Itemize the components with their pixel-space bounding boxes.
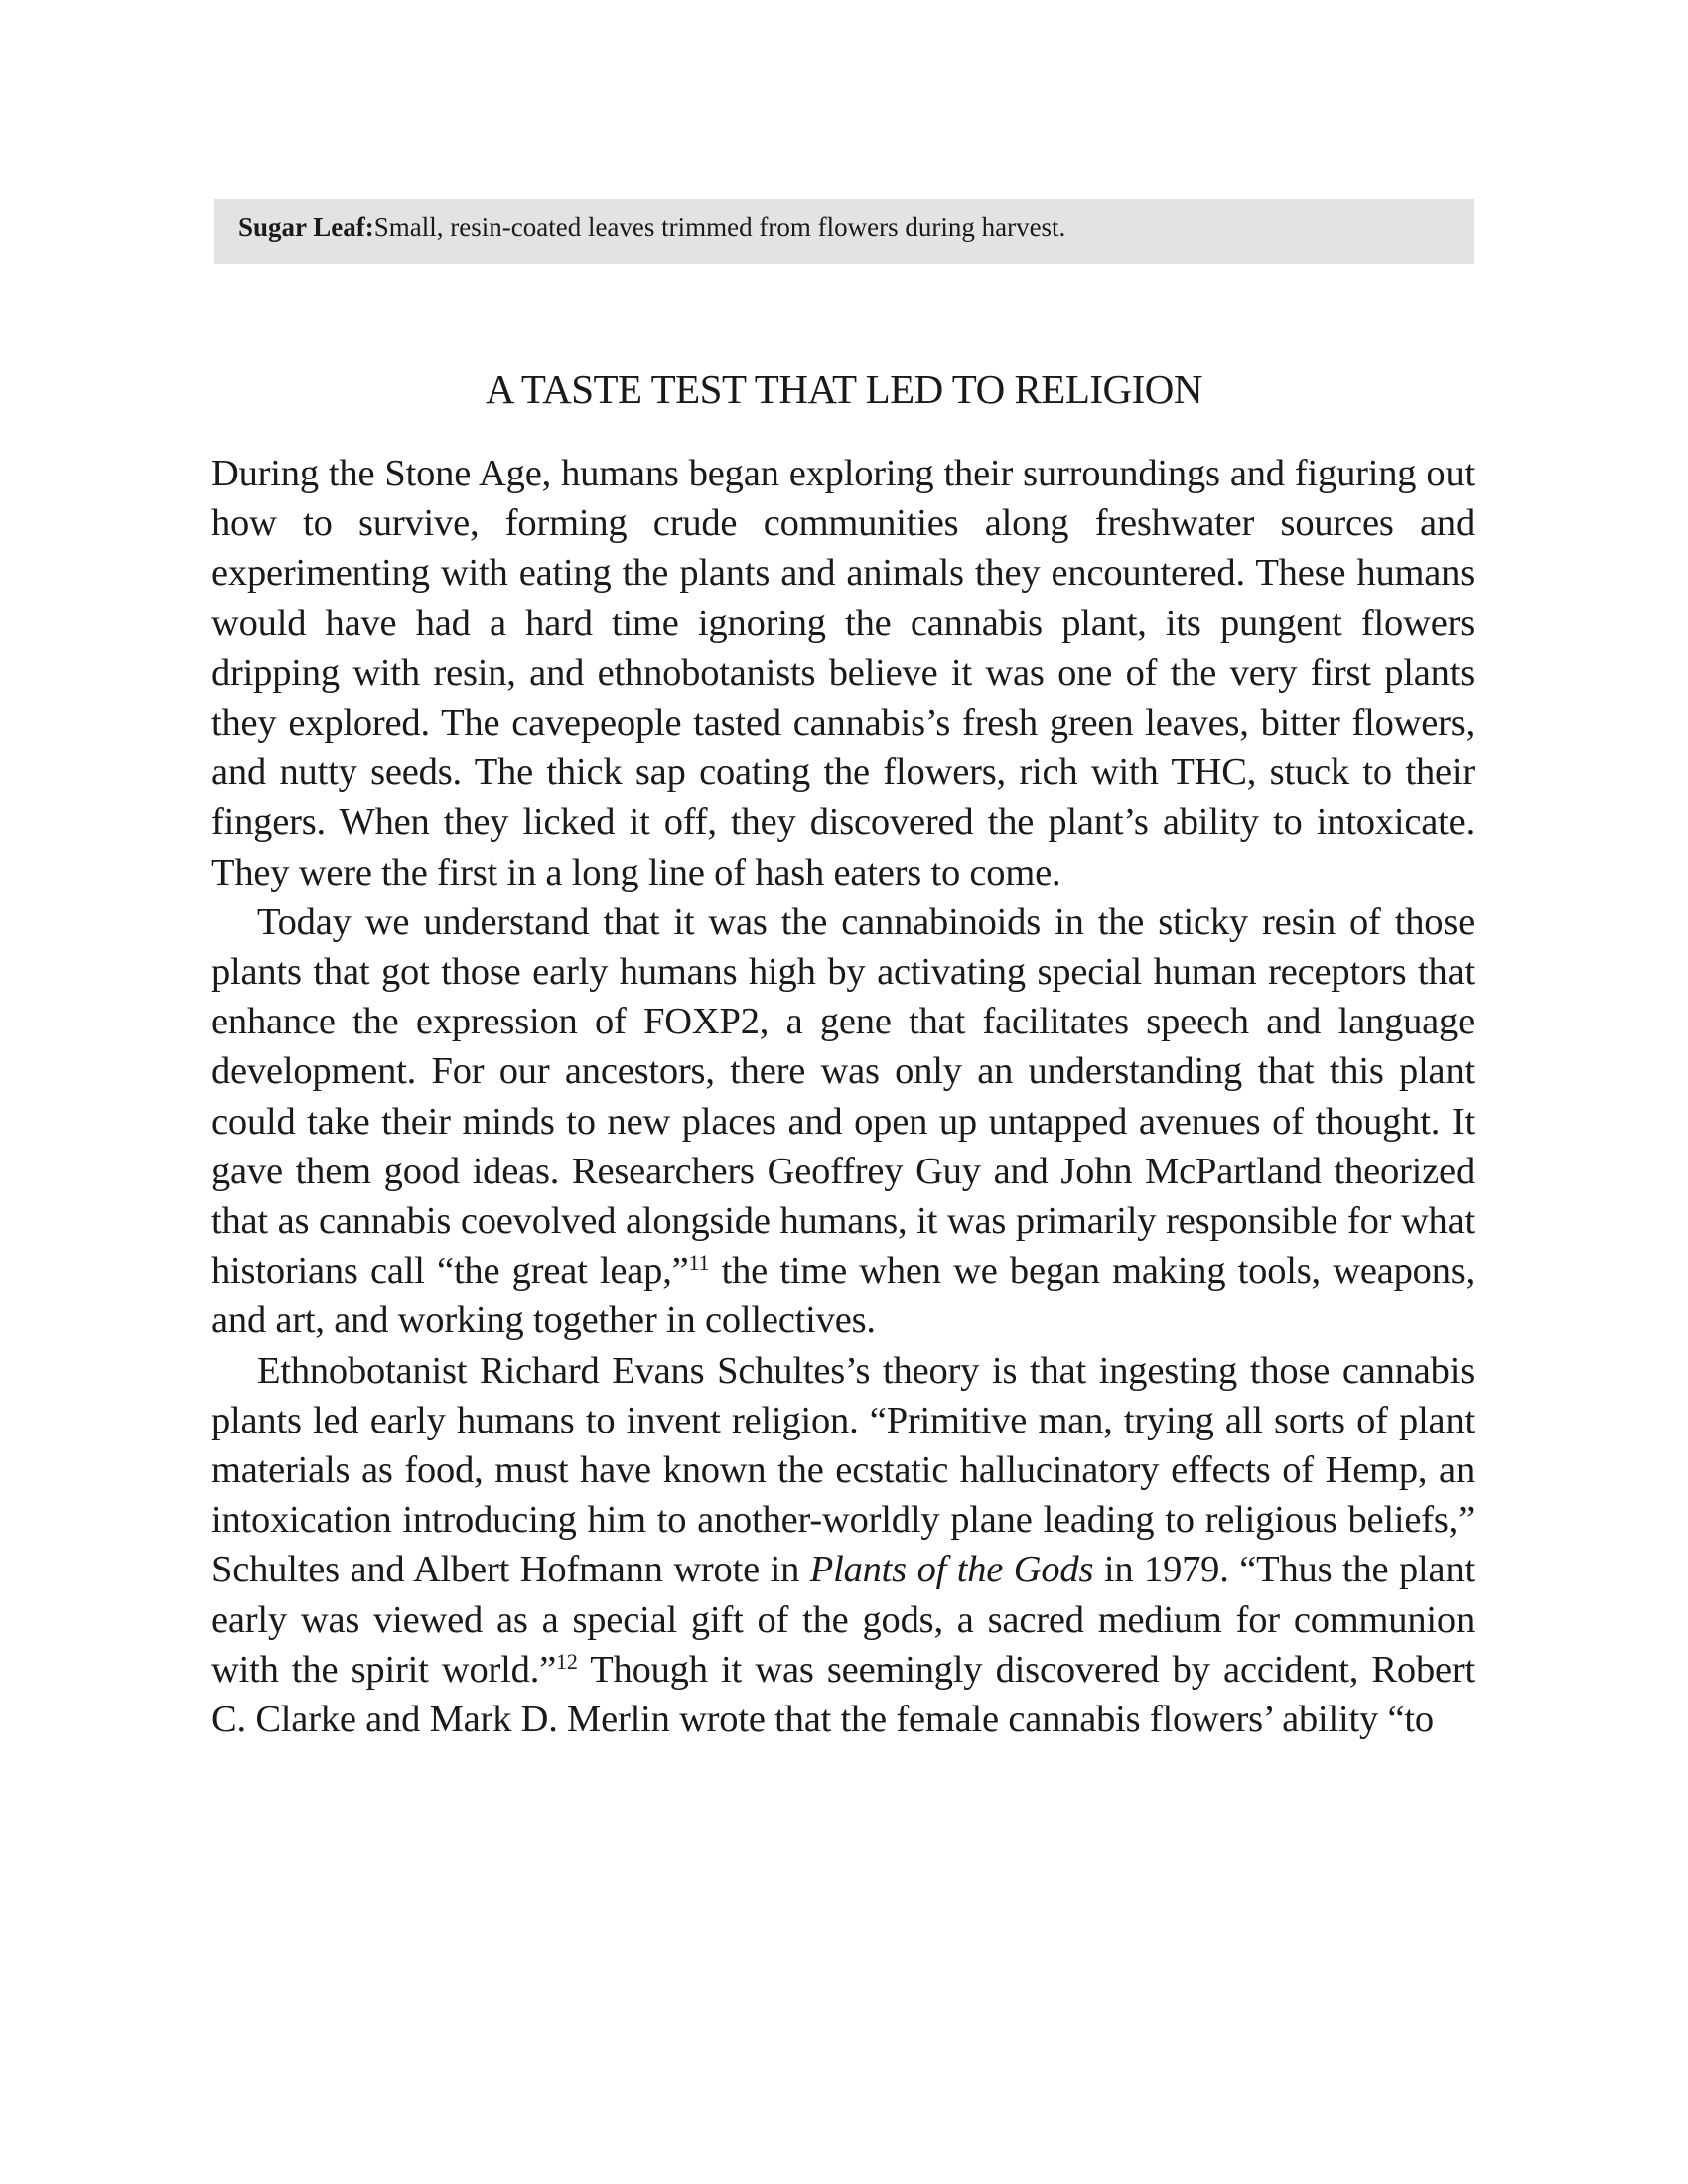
glossary-definition: Small, resin-coated leaves trimmed from flowers during harvest.	[373, 211, 1066, 242]
paragraph-3-text-mid: in 1979. “Thus the plant early was viewed as a special gift of the gods, a sacred medium for communion with the spirit world.”	[211, 1549, 1475, 1691]
paragraph-3-text: Ethnobotanist Richard Evans Schultes’s theory is that ingesting those cannabis plants led early humans to invent religion. “Primitive man, trying all sorts of plant materials as food, must have known the ecstatic hallucinatory effects of Hemp, an intoxication introducing him to another-worldly plane leading to religious beliefs,” Schultes and Albert Hofmann wrote in	[211, 1349, 1475, 1591]
book-title: Plants of the Gods	[809, 1549, 1094, 1591]
glossary-callout	[214, 199, 1474, 264]
glossary-term: Sugar Leaf:	[238, 211, 374, 242]
paragraph-3	[211, 1346, 1475, 1745]
footnote-ref-12: 12	[556, 1648, 578, 1674]
paragraph-2	[211, 897, 1475, 1346]
paragraph-2-text: Today we understand that it was the cannabinoids in the sticky resin of those plants that got those early humans high by activating special human receptors that enhance the expression of FOXP2, a gene that facilitates speech and language development. For our ancestors, there was only an understanding that this plant could take their minds to new places and open up untapped avenues of thought. It gave them good ideas. Researchers Geoffrey Guy and John McPartland theorized that as cannabis coevolved alongside humans, it was primarily responsible for what historians call “the great leap,”	[211, 900, 1475, 1293]
footnote-ref-11: 11	[688, 1250, 710, 1276]
body-text	[211, 449, 1475, 1744]
section-heading: A TASTE TEST THAT LED TO RELIGION	[485, 366, 1203, 412]
paragraph-2-text-end: the time when we began making tools, weapons, and art, and working together in collectives.	[211, 1250, 1475, 1342]
paragraph-1: During the Stone Age, humans began exploring their surroundings and figuring out how to survive, forming crude communities along freshwater sources and experimenting with eating the plants and animals they encountered. These humans would have had a hard time ignoring the cannabis plant, its pungent flowers dripping with resin, and ethnobotanists believe it was one of the very first plants they explored. The cavepeople tasted cannabis’s fresh green leaves, bitter flowers, and nutty seeds. The thick sap coating the flowers, rich with THC, stuck to their fingers. When they licked it off, they discovered the plant’s ability to intoxicate. They were the first in a long line of hash eaters to come.	[211, 453, 1475, 893]
paragraph-3-text-end: Though it was seemingly discovered by accident, Robert C. Clarke and Mark D. Merlin wrote that the female cannabis flowers’ ability “to	[211, 1648, 1475, 1741]
